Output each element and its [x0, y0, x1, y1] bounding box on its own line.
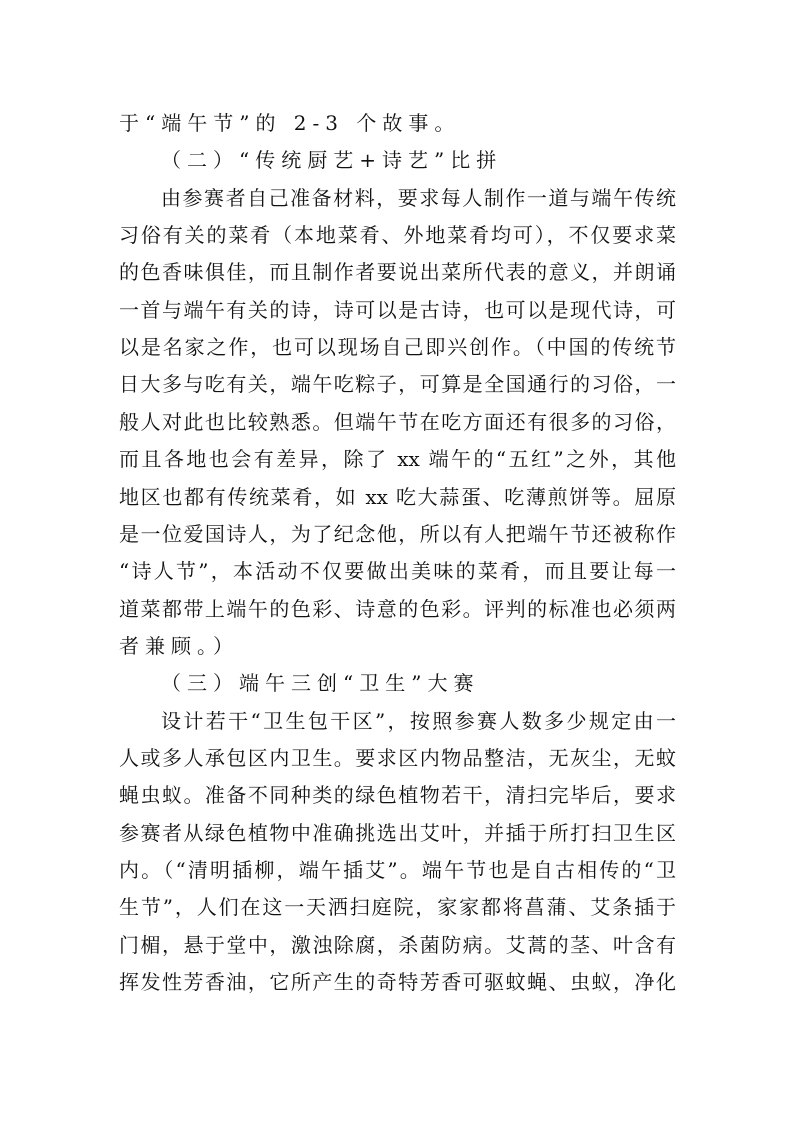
text-line: 生节”，人们在这一天洒扫庭院，家家都将菖蒲、艾条插于: [119, 895, 676, 920]
text-line: 日大多与吃有关，端午吃粽子，可算是全国通行的习俗，一: [119, 372, 676, 397]
text-line: 蝇虫蚁。准备不同种类的绿色植物若干，清扫完毕后，要求: [119, 783, 676, 808]
text-line: 人或多人承包区内卫生。要求区内物品整洁，无灰尘，无蚊: [119, 745, 676, 770]
text-line: 由参赛者自己准备材料，要求每人制作一道与端午传统: [161, 185, 676, 210]
text-line: 习俗有关的菜肴（本地菜肴、外地菜肴均可），不仅要求菜: [119, 223, 676, 248]
text-line: 以是名家之作，也可以现场自己即兴创作。（中国的传统节: [119, 335, 676, 360]
text-line: 般人对此也比较熟悉。但端午节在吃方面还有很多的习俗，: [119, 409, 676, 434]
text-line: 参赛者从绿色植物中准确挑选出艾叶，并插于所打扫卫生区: [119, 820, 676, 845]
text-line: “诗人节”，本活动不仅要做出美味的菜肴，而且要让每一: [119, 559, 676, 584]
section-heading: （二）“传统厨艺+诗艺”比拼: [161, 148, 503, 173]
text-line: 一首与端午有关的诗，诗可以是古诗，也可以是现代诗，可: [119, 297, 676, 322]
section-heading: （三）端午三创“卫生”大赛: [161, 671, 480, 696]
text-line: 是一位爱国诗人，为了纪念他，所以有人把端午节还被称作: [119, 521, 676, 546]
text-line: 道菜都带上端午的色彩、诗意的色彩。评判的标准也必须两: [119, 596, 676, 621]
text-line: 挥发性芳香油，它所产生的奇特芳香可驱蚊蝇、虫蚁，净化: [119, 970, 676, 995]
text-line: 者兼顾。）: [119, 633, 239, 658]
text-line: 地区也都有传统菜肴，如 xx 吃大蒜蛋、吃薄煎饼等。屈原: [119, 484, 676, 509]
text-line: 设计若干“卫生包干区”，按照参赛人数多少规定由一: [161, 708, 676, 733]
text-line: 而且各地也会有差异，除了 xx 端午的“五红”之外，其他: [119, 447, 676, 472]
text-line: 的色香味俱佳，而且制作者要说出菜所代表的意义，并朗诵: [119, 260, 676, 285]
text-line: 门楣，悬于堂中，激浊除腐，杀菌防病。艾蒿的茎、叶含有: [119, 932, 676, 957]
text-line: 内。（“清明插柳，端午插艾”。端午节也是自古相传的“卫: [119, 858, 676, 882]
text-line: 于“端午节”的 2-3 个故事。: [119, 111, 461, 135]
